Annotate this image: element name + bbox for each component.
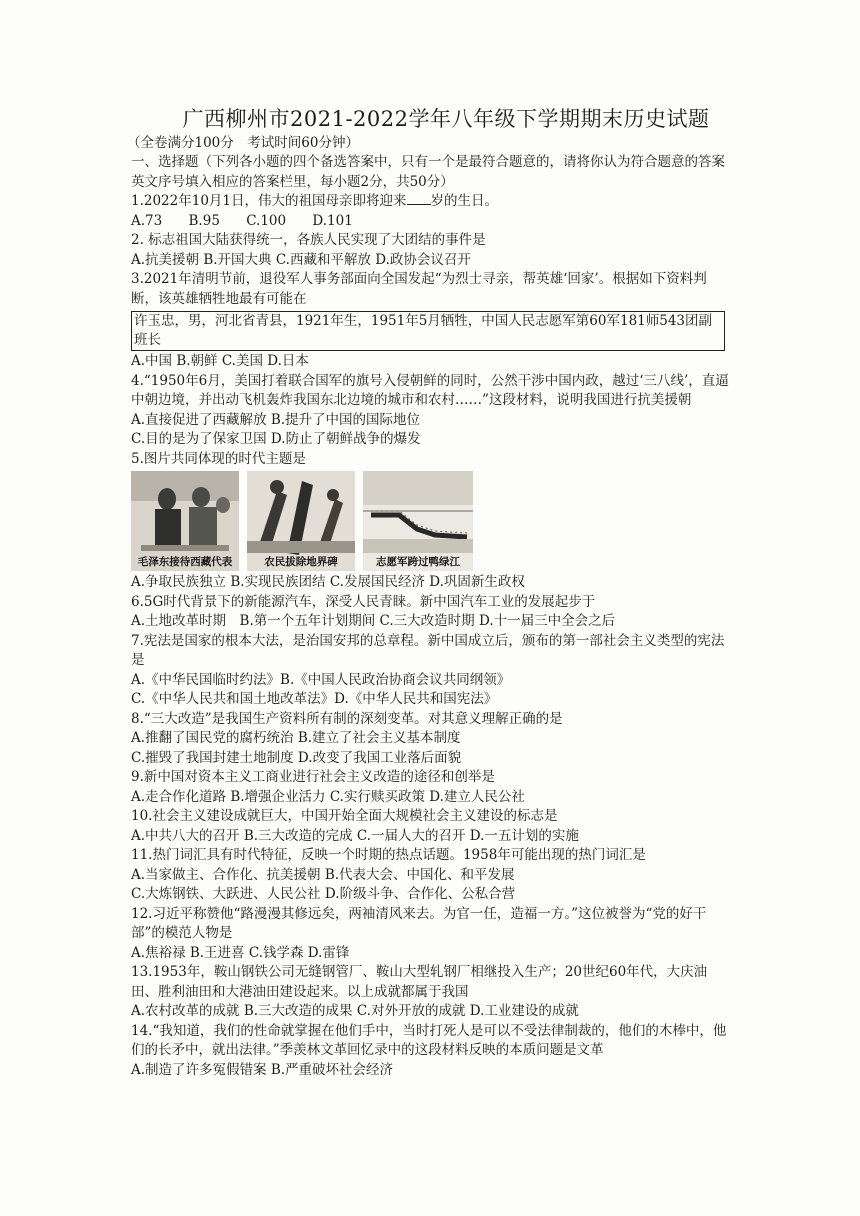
- q10-options: A.中共八大的召开 B.三大改造的完成 C.一届人大的召开 D.一五计划的实施: [131, 827, 579, 844]
- photo-tibet-delegates: [131, 471, 239, 571]
- q14-options: A.制造了许多冤假错案 B.严重破坏社会经济: [131, 1061, 394, 1078]
- question-14: 14.“我知道，我们的性命就掌握在他们手中，当时打死人是可以不受法律制裁的，他们的木棒中，他们的长矛中，就出法律。”季羡林文革回忆录中的这段材料反映的本质问题是文革: [131, 1022, 727, 1058]
- q1-option-d: D.101: [312, 212, 353, 229]
- q5-options: A.争取民族独立 B.实现民族团结 C.发展国民经济 D.巩固新生政权: [131, 574, 525, 590]
- exam-info: （全卷满分100分 考试时间60分钟）: [127, 135, 359, 151]
- q6-options: A.土地改革时期 B.第一个五年计划期间 C.三大改造时期 D.十一届三中全会之后: [131, 613, 616, 629]
- q13-options: A.农村改革的成就 B.三大改造的成果 C.对外开放的成就 D.工业建设的成就: [131, 1003, 579, 1019]
- question-2: 2. 标志祖国大陆获得统一，各族人民实现了大团结的事件是: [131, 232, 486, 248]
- photo-land-markers: [247, 471, 355, 571]
- q7-options-2: C.《中华人民共和国土地改革法》D.《中华人民共和国宪法》: [131, 691, 498, 707]
- question-3: 3.2021年清明节前，退役军人事务部面向全国发起“为烈士寻亲，帮英雄‘回家’。根据如下资料判断，该英雄牺牲地最有可能在: [131, 271, 707, 307]
- q8-options-2: C.摧毁了我国封建土地制度 D.改变了我国工业落后面貌: [131, 749, 462, 766]
- q1-option-b: B.95: [188, 212, 220, 229]
- page-title: 广西柳州市2021-2022学年八年级下学期期末历史试题: [182, 107, 710, 131]
- q1-stem-end: 岁的生日。: [430, 193, 499, 209]
- q4-options-1: A.直接促进了西藏解放 B.提升了中国的国际地位: [131, 411, 421, 428]
- question-13: 13.1953年，鞍山钢铁公司无缝钢管厂、鞍山大型轧钢厂相继投入生产；20世纪60年代，大庆油田、胜利油田和大港油田建设起来。以上成就都属于我国: [131, 964, 708, 1000]
- question-9: 9.新中国对资本主义工商业进行社会主义改造的途径和创举是: [131, 769, 495, 785]
- answer-blank: [407, 192, 431, 205]
- q1-options: [131, 212, 731, 232]
- q3-material-box: 许玉忠，男，河北省青县，1921年生，1951年5月牺牲，中国人民志愿军第60军181师543团副班长: [131, 311, 725, 351]
- question-4: 4.“1950年6月，美国打着联合国军的旗号入侵朝鲜的同时，公然干涉中国内政，越过‘三八线’，直逼中朝边境，并出动飞机轰炸我国东北边境的城市和农村……”这段材料，说明我国进行抗美援朝: [131, 372, 729, 408]
- section-heading: 一、选择题（下列各小题的四个备选答案中，只有一个是最符合题意的，请将你认为符合题意的答案英文序号填入相应的答案栏里，每小题2分，共50分）: [131, 154, 725, 190]
- q11-options-1: A.当家做主、合作化、抗美援朝 B.代表大会、中国化、和平发展: [131, 866, 515, 883]
- question-7: 7.宪法是国家的根本大法，是治国安邦的总章程。新中国成立后，颁布的第一部社会主义类型的宪法是: [131, 632, 725, 668]
- q9-options: A.走合作化道路 B.增强企业活力 C.实行赎买政策 D.建立人民公社: [131, 788, 525, 805]
- q5-figure-strip: [131, 471, 731, 571]
- q7-options-1: A.《中华民国临时约法》B.《中国人民政治协商会议共同纲领》: [131, 671, 511, 688]
- q1-option-a: A.73: [131, 212, 163, 229]
- question-11: 11.热门词汇具有时代特征，反映一个时期的热点话题。1958年可能出现的热门词汇是: [131, 847, 646, 863]
- q4-options-2: C.目的是为了保家卫国 D.防止了朝鲜战争的爆发: [131, 431, 421, 447]
- photo-caption: 志愿军跨过鸭绿江: [376, 556, 460, 568]
- photo-caption: 农民拔除地界碑: [264, 556, 338, 568]
- q1-option-c: C.100: [246, 212, 287, 229]
- question-10: 10.社会主义建设成就巨大，中国开始全面大规模社会主义建设的标志是: [131, 808, 558, 824]
- exam-content: [127, 104, 731, 1080]
- photo-yalu-crossing: [363, 471, 473, 571]
- q8-options-1: A.推翻了国民党的腐朽统治 B.建立了社会主义基本制度: [131, 730, 461, 746]
- q1-stem: 1.2022年10月1日，伟大的祖国母亲即将迎来: [131, 193, 407, 209]
- photo-caption: 毛泽东接待西藏代表: [137, 556, 233, 568]
- q3-options: A.中国 B.朝鲜 C.美国 D.日本: [131, 353, 309, 369]
- question-1: [131, 192, 731, 212]
- q12-options: A.焦裕禄 B.王进喜 C.钱学森 D.雷锋: [131, 944, 350, 961]
- question-12: 12.习近平称赞他“路漫漫其修远矣，两袖清风来去。为官一任，造福一方。”这位被誉为“党的好干部”的模范人物是: [131, 905, 707, 941]
- q11-options-2: C.大炼钢铁、大跃进、人民公社 D.阶级斗争、合作化、公私合营: [131, 886, 516, 902]
- question-5: 5.图片共同体现的时代主题是: [131, 450, 306, 467]
- q2-options: A.抗美援朝 B.开国大典 C.西藏和平解放 D.政协会议召开: [131, 251, 471, 268]
- question-6: 6.5G时代背景下的新能源汽车，深受人民青睐。新中国汽车工业的发展起步于: [131, 593, 596, 610]
- question-8: 8.“三大改造”是我国生产资料所有制的深刻变革。对其意义理解正确的是: [131, 710, 563, 727]
